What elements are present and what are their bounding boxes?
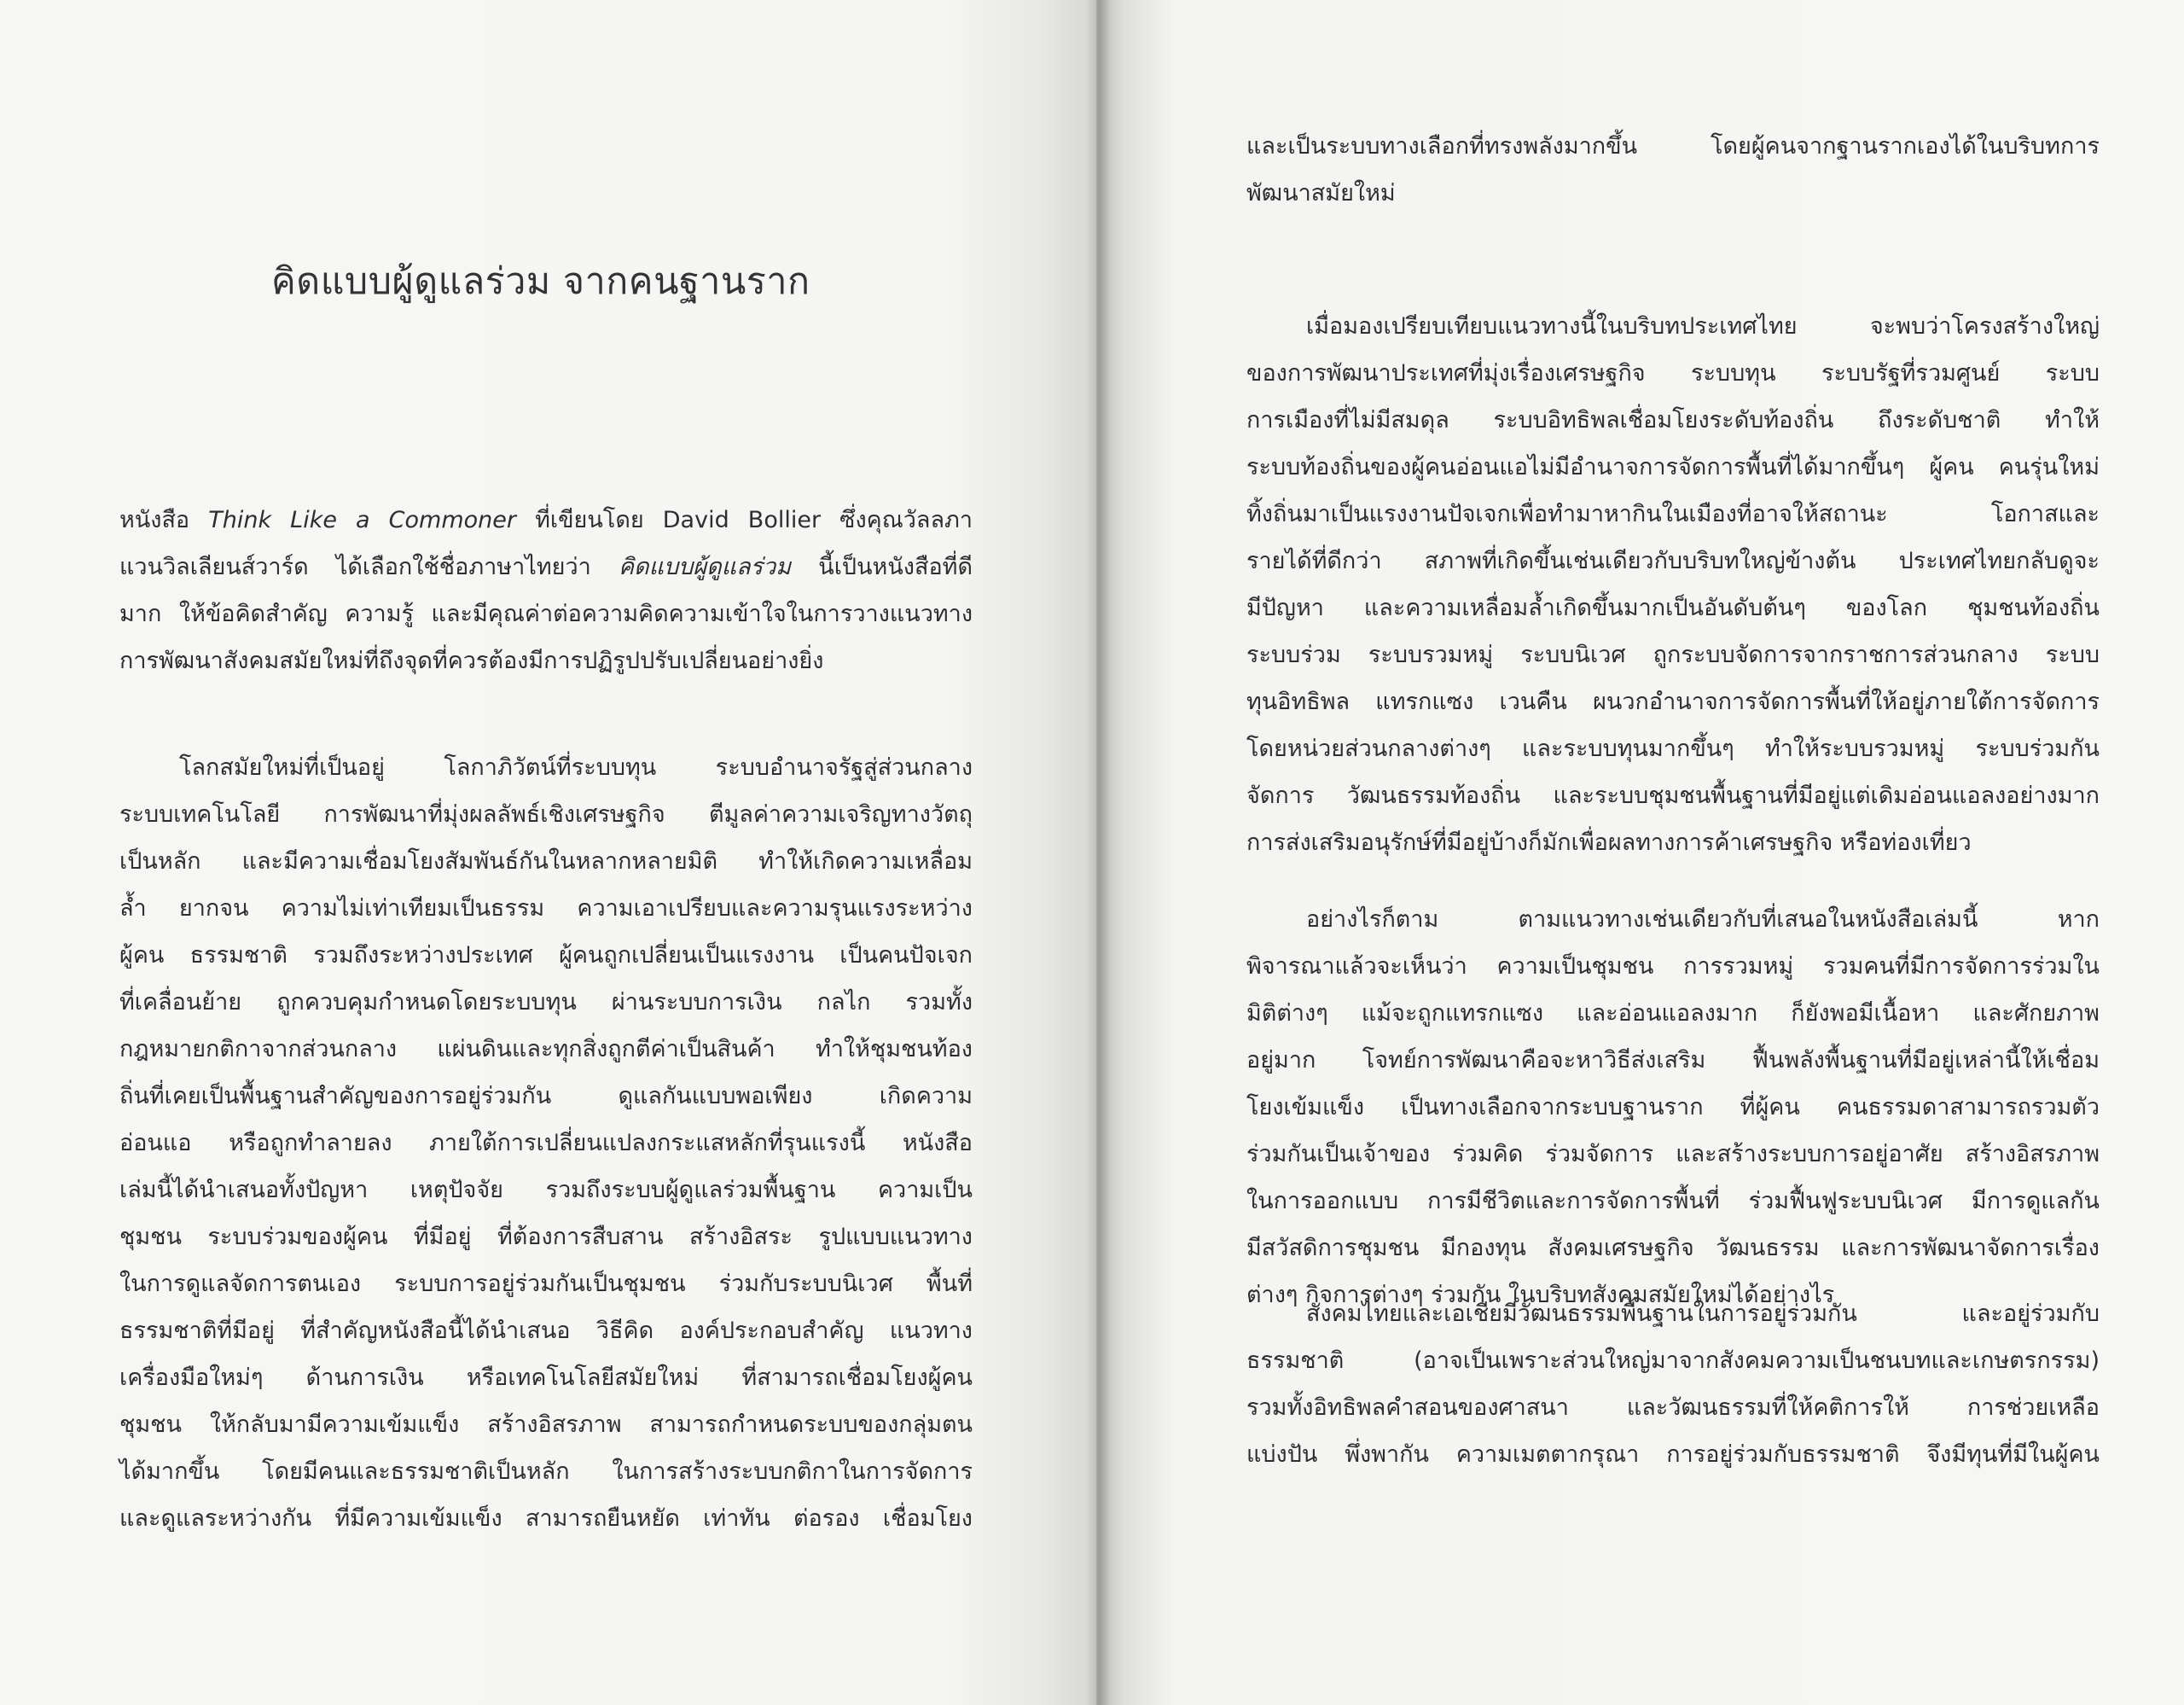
text-line: กฎหมายกติกาจากส่วนกลาง แผ่นดินและทุกสิ่งถูกตีค่าเป็นสินค้า ทำให้ชุมชนท้อง xyxy=(119,1036,973,1062)
text-line: ธรรมชาติที่มีอยู่ ที่สำคัญหนังสือนี้ได้นำเสนอ วิธีคิด องค์ประกอบสำคัญ แนวทาง xyxy=(119,1318,973,1344)
text-line: ระบบเทคโนโลยี การพัฒนาที่มุ่งผลลัพธ์เชิงเศรษฐกิจ ตีมูลค่าความเจริญทางวัตถุ xyxy=(119,801,973,828)
text-line: รวมทั้งอิทธิพลคำสอนของศาสนา และวัฒนธรรมที่ให้คติการให้ การช่วยเหลือ xyxy=(1246,1394,2100,1421)
text-line: เมื่อมองเปรียบเทียบแนวทางนี้ในบริบทประเทศไทย จะพบว่าโครงสร้างใหญ่ xyxy=(1306,313,2100,340)
text-line: ชุมชน ระบบร่วมของผู้คน ที่มีอยู่ ที่ต้องการสืบสาน สร้างอิสระ รูปแบบแนวทาง xyxy=(119,1224,973,1250)
text-line: ต่างๆ กิจการต่างๆ ร่วมกัน ในบริบทสังคมสมัยใหม่ได้อย่างไร xyxy=(1246,1282,1835,1308)
book-title-thai: คิดแบบผู้ดูแลร่วม xyxy=(618,554,792,580)
text-line: รายได้ที่ดีกว่า สภาพที่เกิดขึ้นเช่นเดียวกับบริบทใหญ่ข้างต้น ประเทศไทยกลับดูจะ xyxy=(1246,548,2100,574)
text-line: มิติต่างๆ แม้จะถูกแทรกแซง และอ่อนแอลงมาก ก็ยังพอมีเนื้อหา และศักยภาพ xyxy=(1246,1000,2100,1027)
text-line: การพัฒนาสังคมสมัยใหม่ที่ถึงจุดที่ควรต้องมีการปฏิรูปปรับเปลี่ยนอย่างยิ่ง xyxy=(119,648,824,674)
text-line: แบ่งปัน พึ่งพากัน ความเมตตากรุณา การอยู่ร่วมกับธรรมชาติ จึงมีทุนที่มีในผู้คน xyxy=(1246,1441,2100,1468)
left-paragraph-body xyxy=(119,744,973,1542)
book-title-english: Think Like a Commoner xyxy=(208,507,516,533)
text-line: แวนวิลเลียนส์วาร์ด ได้เลือกใช้ชื่อภาษาไทยว่า คิดแบบผู้ดูแลร่วม นี้เป็นหนังสือที่ดี xyxy=(119,554,973,580)
text-line: พิจารณาแล้วจะเห็นว่า ความเป็นชุมชน การรวมหมู่ รวมคนที่มีการจัดการร่วมใน xyxy=(1246,953,2100,980)
text-line: ในการออกแบบ การมีชีวิตและการจัดการพื้นที่ ร่วมฟื้นฟูระบบนิเวศ มีการดูแลกัน xyxy=(1246,1188,2100,1214)
text-line: โลกสมัยใหม่ที่เป็นอยู่ โลกาภิวัตน์ที่ระบบทุน ระบบอำนาจรัฐสู่ส่วนกลาง xyxy=(179,754,973,781)
text-line: ร่วมกันเป็นเจ้าของ ร่วมคิด ร่วมจัดการ และสร้างระบบการอยู่อาศัย สร้างอิสรภาพ xyxy=(1246,1141,2100,1167)
text-line: ในการดูแลจัดการตนเอง ระบบการอยู่ร่วมกันเป็นชุมชน ร่วมกับระบบนิเวศ พื้นที่ xyxy=(119,1271,973,1297)
chapter-title: คิดแบบผู้ดูแลร่วม จากคนฐานราก xyxy=(271,260,810,303)
right-paragraph-asian-culture xyxy=(1246,1290,2100,1478)
text-line: โยงเข้มแข็ง เป็นทางเลือกจากระบบฐานราก ที่ผู้คน คนธรรมดาสามารถรวมตัว xyxy=(1246,1094,2100,1120)
text-line: เล่มนี้ได้นำเสนอทั้งปัญหา เหตุปัจจัย รวมถึงระบบผู้ดูแลร่วมพื้นฐาน ความเป็น xyxy=(119,1177,973,1203)
text-line: หนังสือ Think Like a Commoner ที่เขียนโดย David Bollier ซึ่งคุณวัลลภา xyxy=(119,507,973,533)
text-line: ชุมชน ให้กลับมามีความเข้มแข็ง สร้างอิสรภาพ สามารถกำหนดระบบของกลุ่มตน xyxy=(119,1411,973,1438)
text-line: การส่งเสริมอนุรักษ์ที่มีอยู่บ้างก็มักเพื่อผลทางการค้าเศรษฐกิจ หรือท่องเที่ยว xyxy=(1246,829,1972,856)
right-paragraph-alternatives xyxy=(1246,896,2100,1318)
text-line: และเป็นระบบทางเลือกที่ทรงพลังมากขึ้น โดยผู้คนจากฐานรากเองได้ในบริบทการ xyxy=(1246,133,2100,160)
text-line: ได้มากขึ้น โดยมีคนและธรรมชาติเป็นหลัก ในการสร้างระบบกติกาในการจัดการ xyxy=(119,1458,973,1485)
text-line: เครื่องมือใหม่ๆ ด้านการเงิน หรือเทคโนโลยีสมัยใหม่ ที่สามารถเชื่อมโยงผู้คน xyxy=(119,1365,973,1391)
text-line: และดูแลระหว่างกัน ที่มีความเข้มแข็ง สามารถยืนหยัด เท่าทัน ต่อรอง เชื่อมโยง xyxy=(119,1505,973,1532)
text-line: ถิ่นที่เคยเป็นพื้นฐานสำคัญของการอยู่ร่วมกัน ดูแลกันแบบพอเพียง เกิดความ xyxy=(119,1083,973,1109)
text-line: ของการพัฒนาประเทศที่มุ่งเรื่องเศรษฐกิจ ระบบทุน ระบบรัฐที่รวมศูนย์ ระบบ xyxy=(1246,360,2100,387)
text-line: ระบบร่วม ระบบรวมหมู่ ระบบนิเวศ ถูกระบบจัดการจากราชการส่วนกลาง ระบบ xyxy=(1246,642,2100,668)
left-paragraph-intro xyxy=(119,497,973,684)
text-line: ล้ำ ยากจน ความไม่เท่าเทียมเป็นธรรม ความเอาเปรียบและความรุนแรงระหว่าง xyxy=(119,895,973,922)
text-line: ระบบท้องถิ่นของผู้คนอ่อนแอไม่มีอำนาจการจัดการพื้นที่ได้มากขึ้นๆ ผู้คน คนรุ่นใหม่ xyxy=(1246,454,2100,480)
right-paragraph-thai-context xyxy=(1246,303,2100,866)
text-line: อ่อนแอ หรือถูกทำลายลง ภายใต้การเปลี่ยนแปลงกระแสหลักที่รุนแรงนี้ หนังสือ xyxy=(119,1130,973,1156)
text-line: ธรรมชาติ (อาจเป็นเพราะส่วนใหญ่มาจากสังคมความเป็นชนบทและเกษตรกรรม) xyxy=(1246,1347,2100,1374)
text-line: จัดการ วัฒนธรรมท้องถิ่น และระบบชุมชนพื้นฐานที่มีอยู่แต่เดิมอ่อนแอลงอย่างมาก xyxy=(1246,783,2100,809)
text-line: สังคมไทยและเอเชียมีวัฒนธรรมพื้นฐานในการอยู่ร่วมกัน และอยู่ร่วมกับ xyxy=(1306,1301,2100,1327)
text-line: โดยหน่วยส่วนกลางต่างๆ และระบบทุนมากขึ้นๆ ทำให้ระบบรวมหมู่ ระบบร่วมกัน xyxy=(1246,736,2100,762)
text-line: เป็นหลัก และมีความเชื่อมโยงสัมพันธ์กันในหลากหลายมิติ ทำให้เกิดความเหลื่อม xyxy=(119,848,973,875)
text-line: มีปัญหา และความเหลื่อมล้ำเกิดขึ้นมากเป็นอันดับต้นๆ ของโลก ชุมชนท้องถิ่น xyxy=(1246,595,2100,621)
text-line: อยู่มาก โจทย์การพัฒนาคือจะหาวิธีส่งเสริม ฟื้นพลังพื้นฐานที่มีอยู่เหล่านี้ให้เชื่อม xyxy=(1246,1047,2100,1074)
text-line: การเมืองที่ไม่มีสมดุล ระบบอิทธิพลเชื่อมโยงระดับท้องถิ่น ถึงระดับชาติ ทำให้ xyxy=(1246,407,2100,434)
text-line: มีสวัสดิการชุมชน มีกองทุน สังคมเศรษฐกิจ วัฒนธรรม และการพัฒนาจัดการเรื่อง xyxy=(1246,1235,2100,1261)
text-line: ทุนอิทธิพล แทรกแซง เวนคืน ผนวกอำนาจการจัดการพื้นที่ให้อยู่ภายใต้การจัดการ xyxy=(1246,689,2100,715)
text-line: ทิ้งถิ่นมาเป็นแรงงานปัจเจกเพื่อทำมาหากินในเมืองที่อาจให้สถานะ โอกาสและ xyxy=(1246,501,2100,527)
text-line: มาก ให้ข้อคิดสำคัญ ความรู้ และมีคุณค่าต่อความคิดความเข้าใจในการวางแนวทาง xyxy=(119,601,973,627)
text-line: อย่างไรก็ตาม ตามแนวทางเช่นเดียวกับที่เสนอในหนังสือเล่มนี้ หาก xyxy=(1306,906,2100,933)
text-line: ผู้คน ธรรมชาติ รวมถึงระหว่างประเทศ ผู้คนถูกเปลี่ยนเป็นแรงงาน เป็นคนปัจเจก xyxy=(119,942,973,969)
text-line: ที่เคลื่อนย้าย ถูกควบคุมกำหนดโดยระบบทุน ผ่านระบบการเงิน กลไก รวมทั้ง xyxy=(119,989,973,1015)
text-line: พัฒนาสมัยใหม่ xyxy=(1246,180,1396,207)
right-paragraph-continuation xyxy=(1246,123,2100,217)
